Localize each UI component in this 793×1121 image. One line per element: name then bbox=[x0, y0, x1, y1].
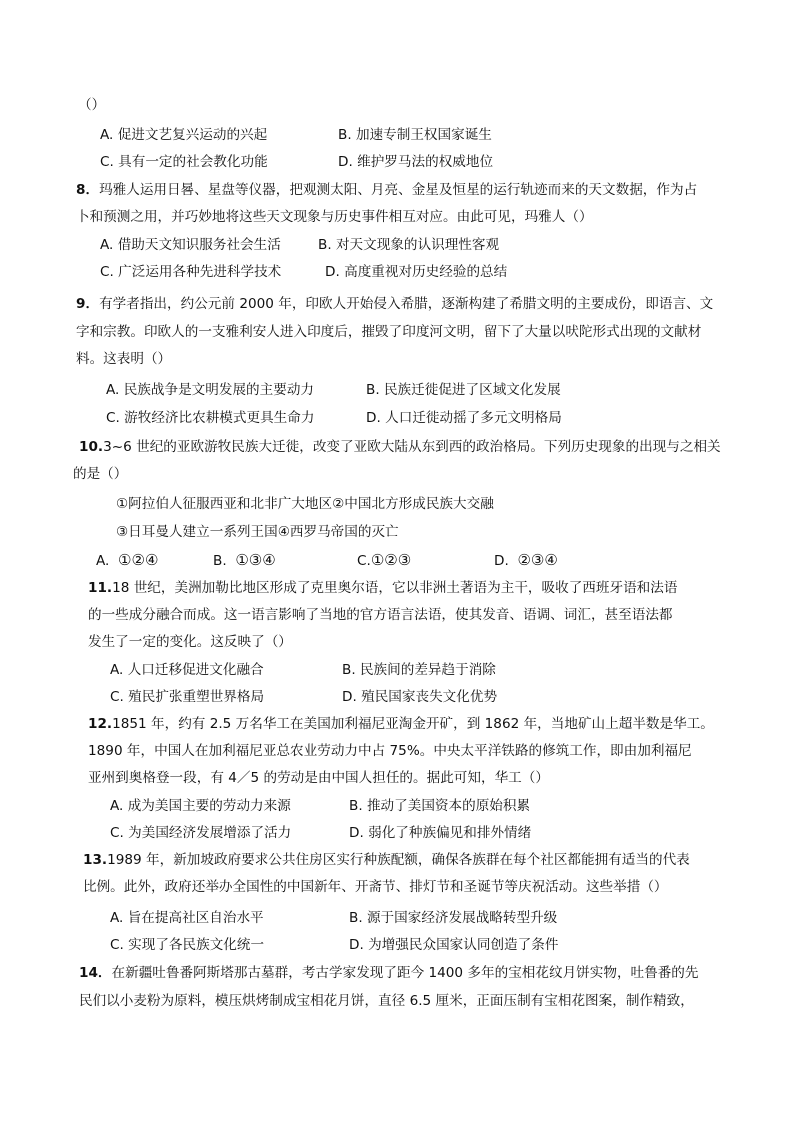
q8-text-1: 玛雅人运用日晷、星盘等仪器，把观测太阳、月亮、金星及恒星的运行轨迹而来的天文数据，作为占 bbox=[99, 182, 698, 198]
q13-stem-line1 bbox=[83, 850, 690, 870]
q13-option-c[interactable]: C. 实现了各民族文化统一 bbox=[110, 937, 265, 953]
q8-option-c[interactable]: C. 广泛运用各种先进科学技术 bbox=[100, 264, 282, 280]
q8-option-d[interactable]: D. 高度重视对历史经验的总结 bbox=[325, 264, 508, 280]
q11-number: 11. bbox=[88, 580, 113, 596]
q10-option-c-text: ①②③ bbox=[370, 551, 412, 569]
q10-option-d-text: ②③④ bbox=[517, 551, 558, 569]
q10-text-1: 3~6 世纪的亚欧游牧民族大迁徙，改变了亚欧大陆从东到西的政治格局。下列历史现象的出现与之相关 bbox=[103, 439, 721, 455]
q10-stem-line1 bbox=[79, 437, 721, 457]
q10-option-b-text: ①③④ bbox=[235, 551, 276, 569]
q8-stem-line2: 卜和预测之用，并巧妙地将这些天文现象与历史事件相互对应。由此可见，玛雅人（） bbox=[76, 209, 593, 225]
q10-option-a[interactable] bbox=[96, 550, 158, 571]
q12-option-b[interactable]: B. 推动了美国资本的原始积累 bbox=[349, 798, 531, 814]
q10-option-d-label: D. bbox=[494, 553, 509, 569]
q14-text-1: 在新疆吐鲁番阿斯塔那古墓群，考古学家发现了距今 1400 多年的宝相花纹月饼实物，吐鲁番的先 bbox=[111, 965, 699, 981]
q11-stem-line3: 发生了一定的变化。这反映了（） bbox=[88, 634, 292, 650]
q7-option-d[interactable]: D. 维护罗马法的权威地位 bbox=[338, 154, 494, 170]
q13-option-b[interactable]: B. 源于国家经济发展战略转型升级 bbox=[349, 910, 558, 926]
q9-stem-line3: 料。这表明（） bbox=[76, 351, 172, 367]
q11-option-b[interactable]: B. 民族间的差异趋于消除 bbox=[342, 662, 496, 678]
q10-item-2: ③日耳曼人建立一系列王国④西罗马帝国的灭亡 bbox=[116, 524, 399, 540]
q8-number: 8． bbox=[76, 182, 100, 198]
q13-stem-line2: 比例。此外，政府还举办全国性的中国新年、开斋节、排灯节和圣诞节等庆祝活动。这些举措（） bbox=[83, 879, 668, 895]
q11-option-d[interactable]: D. 殖民国家丧失文化优势 bbox=[342, 689, 498, 705]
q14-number: 14． bbox=[79, 965, 112, 981]
q13-option-a[interactable]: A. 旨在提高社区自治水平 bbox=[110, 910, 264, 926]
q11-text-1: 18 世纪，美洲加勒比地区形成了克里奥尔语，它以非洲土著语为主干，吸收了西班牙语和法语 bbox=[112, 580, 678, 596]
q12-stem-line2: 1890 年，中国人在加利福尼亚总农业劳动力中占 75%。中央太平洋铁路的修筑工作，即由加利福尼 bbox=[88, 743, 692, 759]
q10-item-1: ①阿拉伯人征服西亚和北非广大地区②中国北方形成民族大交融 bbox=[116, 496, 494, 512]
q12-number: 12. bbox=[88, 716, 113, 732]
q10-stem-line2: 的是（） bbox=[73, 466, 128, 482]
q12-option-d[interactable]: D. 弱化了种族偏见和排外情绪 bbox=[349, 825, 532, 841]
q7-option-b[interactable]: B. 加速专制王权国家诞生 bbox=[338, 127, 492, 143]
q11-option-c[interactable]: C. 殖民扩张重塑世界格局 bbox=[110, 689, 265, 705]
q9-option-b[interactable]: B. 民族迁徙促进了区域文化发展 bbox=[366, 382, 561, 398]
q10-option-b-label: B. bbox=[213, 553, 227, 569]
q10-number: 10. bbox=[79, 439, 104, 455]
q9-stem-line1 bbox=[76, 294, 713, 314]
q9-text-1: 有学者指出，约公元前 2000 年，印欧人开始侵入希腊，逐渐构建了希腊文明的主要成份，即语言、文 bbox=[99, 296, 714, 312]
q14-stem-line2: 民们以小麦粉为原料，模压烘烤制成宝相花月饼，直径 6.5 厘米，正面压制有宝相花图案，制作精致， bbox=[79, 993, 694, 1009]
q10-option-a-text: ①②④ bbox=[118, 551, 159, 569]
q13-text-1: 1989 年，新加坡政府要求公共住房区实行种族配额，确保各族群在每个社区都能拥有适当的代表 bbox=[107, 852, 690, 868]
q7-blank: （） bbox=[78, 97, 106, 113]
q12-text-1: 1851 年，约有 2.5 万名华工在美国加利福尼亚淘金开矿，到 1862 年，当地矿山上超半数是华工。 bbox=[112, 716, 714, 732]
q9-option-a[interactable]: A. 民族战争是文明发展的主要动力 bbox=[106, 382, 315, 398]
q10-option-c[interactable] bbox=[357, 550, 411, 571]
q7-option-a[interactable]: A. 促进文艺复兴运动的兴起 bbox=[100, 127, 268, 143]
q11-stem-line2: 的一些成分融合而成。这一语言影响了当地的官方语言法语，使其发音、语调、词汇，甚至语法都 bbox=[88, 607, 673, 623]
q7-option-c[interactable]: C. 具有一定的社会教化功能 bbox=[100, 154, 268, 170]
q11-stem-line1 bbox=[88, 578, 677, 598]
q12-stem-line1 bbox=[88, 714, 714, 734]
q10-option-b[interactable] bbox=[213, 550, 276, 571]
q8-stem-line1 bbox=[76, 180, 697, 200]
q13-option-d[interactable]: D. 为增强民众国家认同创造了条件 bbox=[349, 937, 559, 953]
q9-stem-line2: 字和宗教。印欧人的一支雅利安人进入印度后，摧毁了印度河文明，留下了大量以吠陀形式出现的文献材 bbox=[76, 324, 702, 340]
q12-option-a[interactable]: A. 成为美国主要的劳动力来源 bbox=[110, 798, 291, 814]
q12-stem-line3: 亚州到奥格登一段，有 4／5 的劳动是由中国人担任的。据此可知，华工（） bbox=[88, 770, 549, 786]
q14-stem-line1 bbox=[79, 963, 699, 983]
q9-number: 9． bbox=[76, 296, 100, 312]
q13-number: 13. bbox=[83, 852, 108, 868]
q8-option-a[interactable]: A. 借助天文知识服务社会生活 bbox=[100, 237, 281, 253]
q10-option-c-label: C. bbox=[357, 553, 371, 569]
q10-option-a-label: A. bbox=[96, 553, 110, 569]
q9-option-c[interactable]: C. 游牧经济比农耕模式更具生命力 bbox=[106, 410, 315, 426]
q8-option-b[interactable]: B. 对天文现象的认识理性客观 bbox=[318, 237, 500, 253]
q11-option-a[interactable]: A. 人口迁移促进文化融合 bbox=[110, 662, 264, 678]
q9-option-d[interactable]: D. 人口迁徙动摇了多元文明格局 bbox=[366, 410, 562, 426]
q12-option-c[interactable]: C. 为美国经济发展增添了活力 bbox=[110, 825, 292, 841]
q10-option-d[interactable] bbox=[494, 550, 558, 571]
